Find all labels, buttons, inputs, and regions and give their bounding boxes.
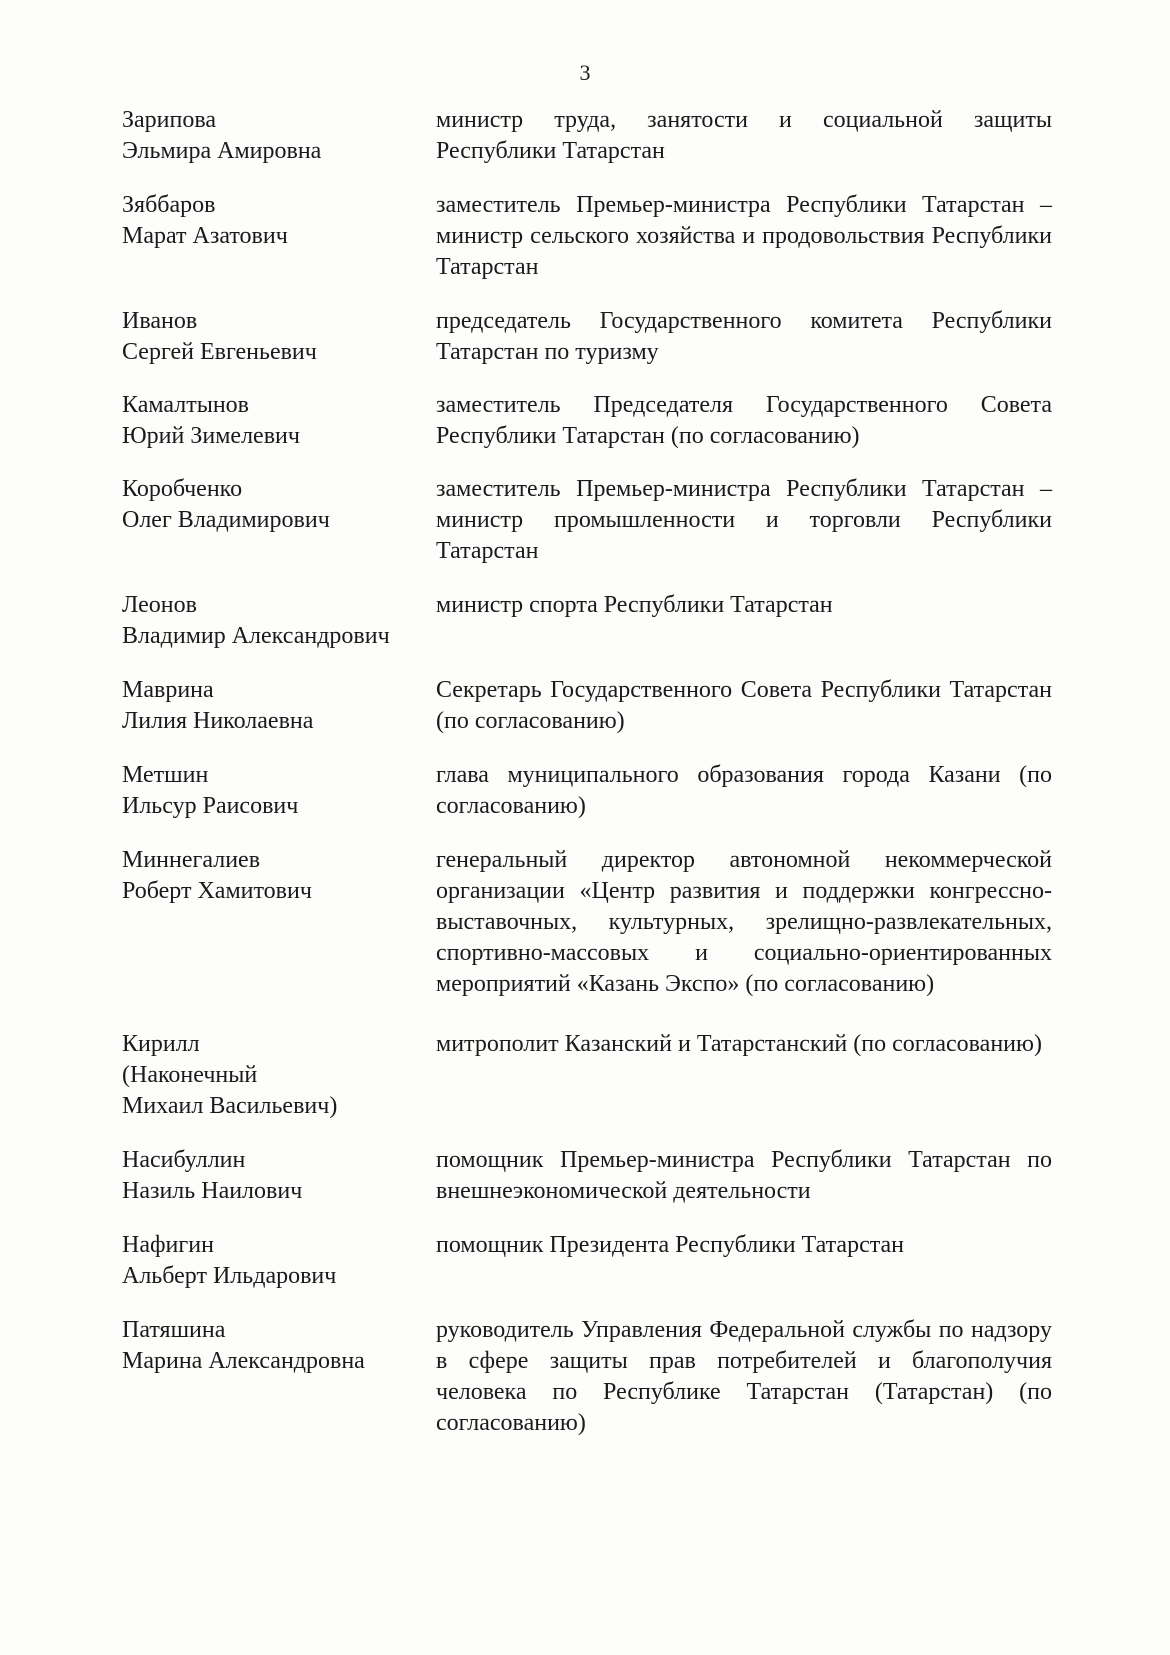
member-surname: (Наконечный <box>122 1062 258 1088</box>
member-role: заместитель Председателя Государственного Совета Республики Татарстан (по согласованию) <box>436 392 1052 449</box>
member-surname: Коробченко <box>122 476 243 502</box>
page-number: 3 <box>579 60 591 85</box>
member-entry <box>122 845 1052 1000</box>
member-entry <box>122 1230 1052 1292</box>
member-given-names: Юрий Зимелевич <box>122 423 300 449</box>
member-name <box>122 1029 436 1122</box>
member-name <box>122 1145 436 1207</box>
member-name <box>122 845 436 1000</box>
member-given-names: Марат Азатович <box>122 223 288 249</box>
member-entry <box>122 190 1052 283</box>
member-name <box>122 760 436 822</box>
member-surname: Метшин <box>122 762 209 788</box>
member-surname: Насибуллин <box>122 1147 246 1173</box>
member-entry <box>122 1145 1052 1207</box>
member-given-names: Роберт Хамитович <box>122 878 312 904</box>
member-entry <box>122 1029 1052 1122</box>
member-entry <box>122 760 1052 822</box>
member-role: председатель Государственного комитета Республики Татарстан по туризму <box>436 308 1052 365</box>
member-role: заместитель Премьер-министра Республики Татарстан – министр сельского хозяйства и продовольствия Республики Татарстан <box>436 192 1052 280</box>
member-surname: Леонов <box>122 592 197 618</box>
member-role: помощник Президента Республики Татарстан <box>436 1232 904 1258</box>
member-surname: Нафигин <box>122 1232 214 1258</box>
member-name <box>122 306 436 368</box>
member-surname: Патяшина <box>122 1317 226 1343</box>
member-entry <box>122 1315 1052 1439</box>
member-given-names: Сергей Евгеньевич <box>122 339 317 365</box>
member-entry <box>122 390 1052 452</box>
member-entry <box>122 105 1052 167</box>
member-given-names: Лилия Николаевна <box>122 708 314 734</box>
member-role: руководитель Управления Федеральной службы по надзору в сфере защиты прав потребителей и благополучия человека по Республике Татарстан (Татарстан) (по согласованию) <box>436 1317 1052 1436</box>
member-name <box>122 1315 436 1439</box>
member-role: генеральный директор автономной некоммерческой организации «Центр развития и поддержки конгрессно-выставочных, культурных, зрелищно-развлекательных, спортивно-массовых и социально-ориентированных мероприятий «Казань Экспо» (по согласованию) <box>436 847 1052 997</box>
member-given-names: Альберт Ильдарович <box>122 1263 337 1289</box>
member-surname: Маврина <box>122 677 214 703</box>
member-surname: Зарипова <box>122 107 217 133</box>
member-surname: Миннегалиев <box>122 847 261 873</box>
member-given-names: Михаил Васильевич) <box>122 1093 338 1119</box>
member-entry <box>122 675 1052 737</box>
member-given-names: Марина Александровна <box>122 1348 365 1374</box>
member-role: митрополит Казанский и Татарстанский (по согласованию) <box>436 1031 1042 1057</box>
member-entry <box>122 590 1052 652</box>
member-given-names: Назиль Наилович <box>122 1178 303 1204</box>
member-name <box>122 675 436 737</box>
member-name <box>122 474 436 567</box>
member-surname: Иванов <box>122 308 198 334</box>
member-given-names: Олег Владимирович <box>122 507 330 533</box>
member-role: глава муниципального образования города Казани (по согласованию) <box>436 762 1052 819</box>
member-given-names: Эльмира Амировна <box>122 138 322 164</box>
member-religious-name: Кирилл <box>122 1031 200 1057</box>
member-entry <box>122 306 1052 368</box>
member-surname: Зяббаров <box>122 192 216 218</box>
member-name <box>122 190 436 283</box>
member-list <box>122 105 1052 1439</box>
member-role: министр труда, занятости и социальной защиты Республики Татарстан <box>436 107 1052 164</box>
member-role: заместитель Премьер-министра Республики Татарстан – министр промышленности и торговли Республики Татарстан <box>436 476 1052 564</box>
member-given-names: Владимир Александрович <box>122 623 390 649</box>
member-name <box>122 390 436 452</box>
member-given-names: Ильсур Раисович <box>122 793 299 819</box>
member-role: Секретарь Государственного Совета Республики Татарстан (по согласованию) <box>436 677 1052 734</box>
member-role: помощник Премьер-министра Республики Татарстан по внешнеэкономической деятельности <box>436 1147 1052 1204</box>
member-entry <box>122 474 1052 567</box>
member-name <box>122 1230 436 1292</box>
member-name <box>122 105 436 167</box>
member-name <box>122 590 436 652</box>
member-role: министр спорта Республики Татарстан <box>436 592 833 618</box>
member-surname: Камалтынов <box>122 392 249 418</box>
